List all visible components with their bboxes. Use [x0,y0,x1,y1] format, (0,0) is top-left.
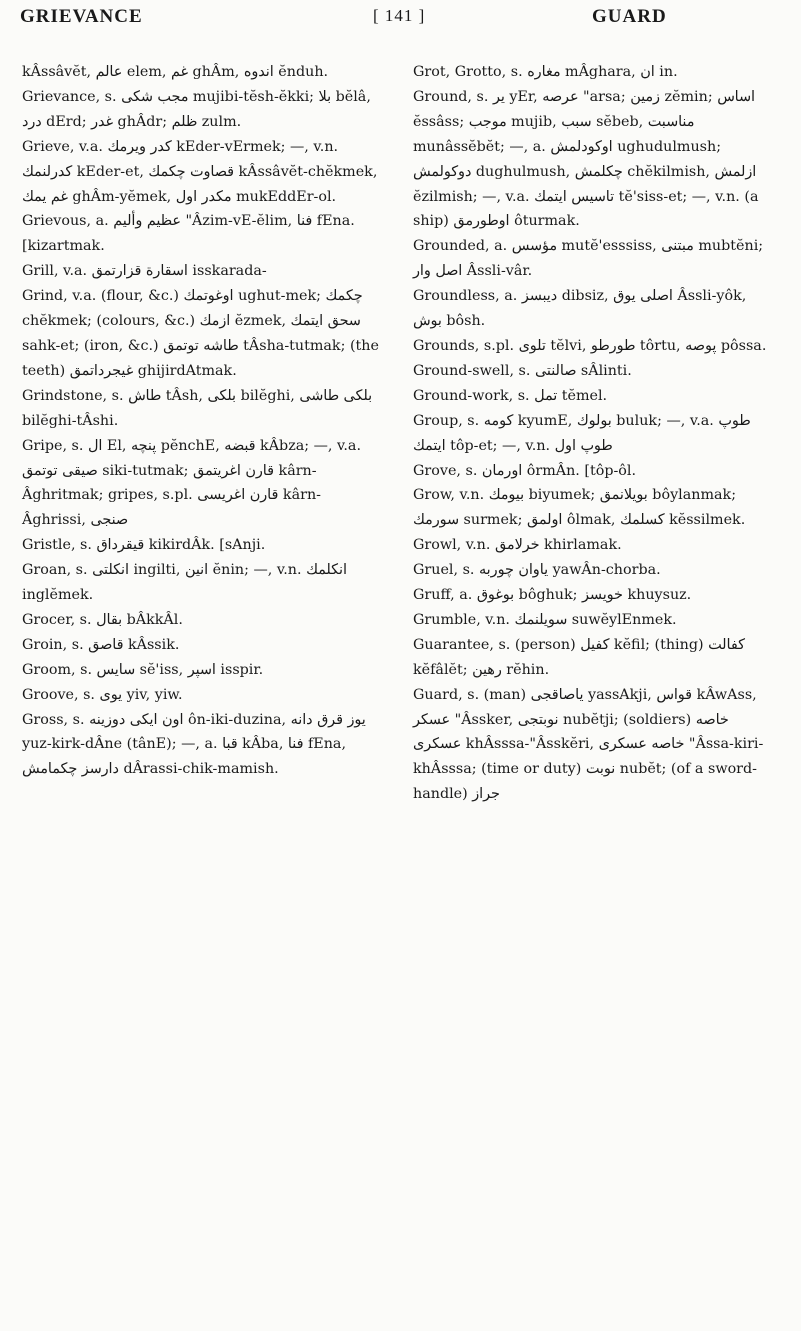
dictionary-entry: Grievous, a. عظيم وأليم "Âzim-vE-ĕlim, فنا fEna. [kizartmak. [22,213,355,255]
dictionary-entry: Guarantee, s. (person) كفيل kĕfil; (thing) كفالت kĕfâlĕt; رهين rĕhin. [413,636,745,678]
dictionary-entry: Groom, s. سايس sĕ'iss, اسپر isspir. [22,661,264,678]
header-first-word: GRIEVANCE [20,6,143,27]
dictionary-entry: Grocer, s. بقال bÂkkÂl. [22,611,183,628]
dictionary-entry: Guard, s. (man) ياصاقجى yassAkji, قواس kÂwAss, عسكر "Âssker, نوبتجى nubĕtji; (soldiers) خاصه عسكرى khÂsssa-"Âsskĕri, خاصه عسكرى "Âssa-kiri-khÂsssa; (time or duty) نوبت nubĕt; (of a sword-handle) جراز [413,686,764,803]
dictionary-entry: Gross, s. اون ايكى دوزينه ôn-iki-duzina, يوز قرق دانه yuz-kirk-dÂne (tânE); —, a. قبا kÂba, فنا fEna, دارسز چكمامش dÂrassi-chik-mamish. [22,711,366,778]
dictionary-entry: Group, s. كومه kyumE, بولوك buluk; —, v.a. طوپ ايتمك tôp-et; —, v.n. طوپ اول [413,412,751,454]
dictionary-entry: Grievance, s. مجب شكى mujibi-tĕsh-ĕkki; بلا bĕlâ, درد dErd; غدر ghÂdr; ظلم zulm. [22,88,371,130]
dictionary-entry: Groin, s. قاصق kÂssik. [22,636,180,653]
dictionary-entry: Grill, v.a. اسقارة قزارتمق isskarada- [22,263,267,280]
dictionary-entry: Grove, s. اورمان ôrmÂn. [tôp-ôl. [413,462,637,479]
dictionary-entry: kÂssâvĕt, عالم elem, غم ghÂm, اندوه ĕnduh. [22,64,329,80]
dictionary-entry: Growl, v.n. خرلامق khirlamak. [413,537,622,554]
dictionary-entry: Ground-work, s. تمل tĕmel. [413,387,608,404]
dictionary-entry: Groove, s. يوى yiv, yiw. [22,686,183,703]
dictionary-entry: Grot, Grotto, s. مغاره mÂghara, ان in. [413,64,678,80]
dictionary-entry: Ground-swell, s. صالنتى sÂlinti. [413,362,632,379]
page-header [0,0,801,36]
left-column [22,60,384,782]
dictionary-entry: Grow, v.n. بيومك biyumek; بويلانمق bôylanmak; سورمك surmek; اولمق ôlmak, كسلمك kĕssilmek. [413,487,746,529]
dictionary-entry: Grounded, a. مؤسس mutĕ'esssiss, مبتنى mubtĕni; اصل وار Âssli-vâr. [413,238,764,280]
dictionary-entry: Groan, s. انكلتى ingilti, انين ĕnin; —, v.n. انكلمك inglĕmek. [22,562,347,604]
dictionary-entry: Gruff, a. بوغوق bôghuk; خويسز khuysuz. [413,587,692,604]
dictionary-entry: Grumble, v.n. سويلنمك suwĕylEnmek. [413,611,677,628]
dictionary-entry: Grind, v.a. (flour, &c.) اوغوتمك ughut-mek; چكمك chĕkmek; (colours, &c.) ازمك ĕzmek, سحق ايتمك sahk-et; (iron, &c.) طاشه توتمق tÂsha-tutmak; (the teeth) غيجرداتمق ghijirdAtmak. [22,288,379,379]
header-last-word: GUARD [592,6,667,27]
dictionary-entry: Ground, s. ير yEr, عرصه "arsa; زمين zĕmin; اساس ĕssâss; موجب mujib, سبب sĕbeb, مناسبت munâssĕbĕt; —, a. اوكودلمش ughudulmush; دوكولمش dughulmush, چكلمش chĕkilmish, ازلمش ĕzilmish; —, v.a. تاسيس ايتمك tĕ'siss-et; —, v.n. (a ship) اوطورمق ôturmak. [413,88,759,230]
page-number: [ 141 ] [373,6,426,25]
dictionary-entry: Grounds, s.pl. تلوى tĕlvi, طورطو tôrtu, پوصه pôssa. [413,337,767,354]
dictionary-entry: Grindstone, s. طاش tÂsh, بلكى bilĕghi, بلكى طاشى bilĕghi-tÂshi. [22,387,373,429]
dictionary-entry: Gristle, s. قيقرداق kikirdÂk. [sAnji. [22,537,266,554]
dictionary-entry: Gripe, s. ال El, پنچه pĕnchE, قبضه kÂbza; —, v.a. صيقى توتمق siki-tutmak; قارن اغريتمق kârn-Âghritmak; gripes, s.pl. قارن اغريسى kârn-Âghrissi, صنجى [22,437,361,529]
right-column [413,60,775,807]
dictionary-entry: Groundless, a. ديبسز dibsiz, اصلى يوق Âssli-yôk, بوش bôsh. [413,288,747,330]
dictionary-entry: Gruel, s. ياوان چوربه yawÂn-chorba. [413,562,661,579]
dictionary-entry: Grieve, v.a. كدر ويرمك kEder-vErmek; —, v.n. كدرلنمك kEder-et, قصاوت چكمك kÂssâvĕt-chĕkmek, غم يمك ghÂm-yĕmek, مكدر اول mukEddEr-ol. [22,138,378,205]
